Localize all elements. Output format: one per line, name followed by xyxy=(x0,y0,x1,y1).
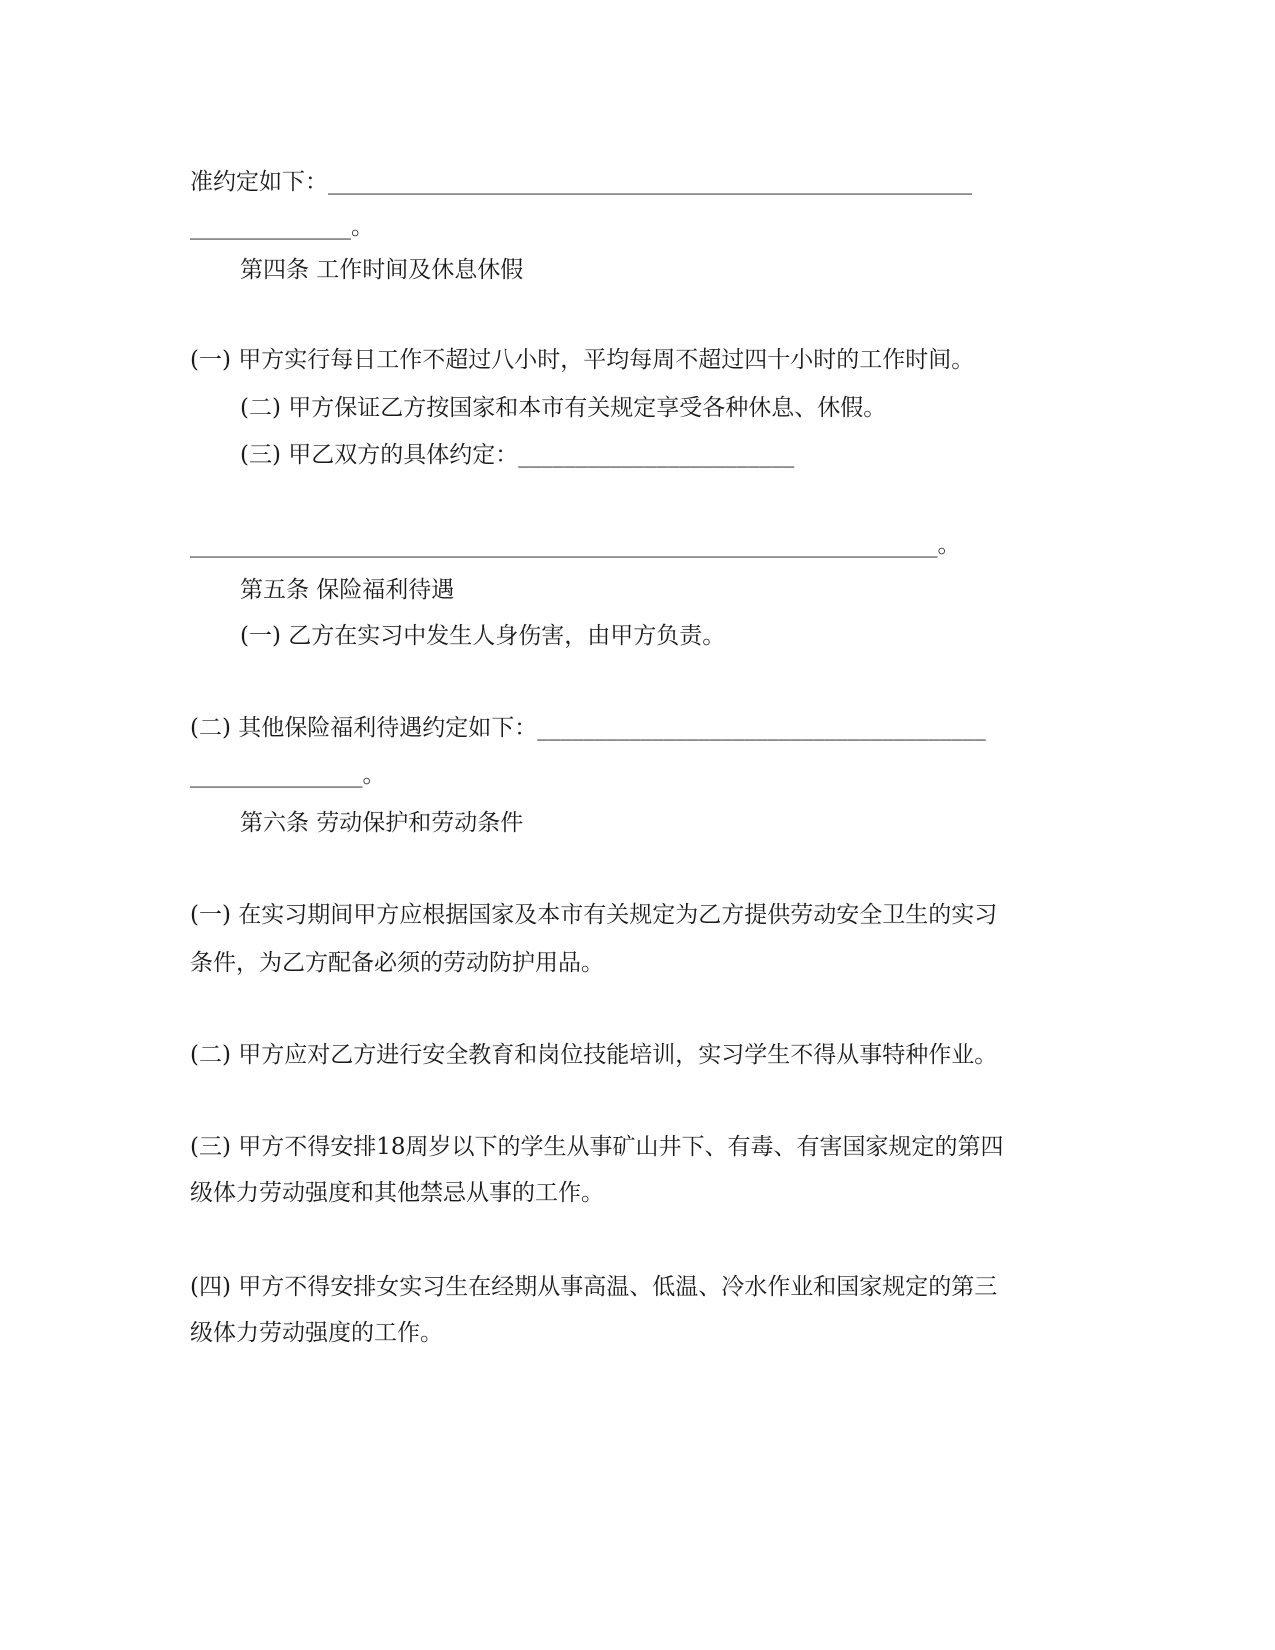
text-line: (一) 乙方在实习中发生人身伤害，由甲方负责。 xyxy=(240,623,726,649)
text-line: (一) 甲方实行每日工作不超过八小时，平均每周不超过四十小时的工作时间。 xyxy=(190,347,975,373)
text-line: ______________。 xyxy=(190,214,374,240)
text-line: _______________。 xyxy=(190,762,386,788)
section-heading: 第六条 劳动保护和劳动条件 xyxy=(240,810,524,836)
section-heading: 第四条 工作时间及休息休假 xyxy=(240,257,524,283)
text-line: 准约定如下：________________________________________________________ xyxy=(190,169,972,195)
text-line: _________________________________________________________________。 xyxy=(190,532,961,558)
text-line: 级体力劳动强度和其他禁忌从事的工作。 xyxy=(190,1180,604,1206)
text-line: (三) 甲乙双方的具体约定：________________________ xyxy=(240,442,795,468)
text-line: (一) 在实习期间甲方应根据国家及本市有关规定为乙方提供劳动安全卫生的实习 xyxy=(190,902,998,928)
text-line: (二) 甲方应对乙方进行安全教育和岗位技能培训，实习学生不得从事特种作业。 xyxy=(190,1042,998,1068)
text-line: (二) 甲方保证乙方按国家和本市有关规定享受各种休息、休假。 xyxy=(240,395,887,421)
section-heading: 第五条 保险福利待遇 xyxy=(240,577,455,603)
text-line: (二) 其他保险福利待遇约定如下：_______________________________________ xyxy=(190,715,986,741)
text-line: 级体力劳动强度的工作。 xyxy=(190,1320,443,1346)
text-line: (三) 甲方不得安排18周岁以下的学生从事矿山井下、有毒、有害国家规定的第四 xyxy=(190,1134,1004,1160)
text-line: (四) 甲方不得安排女实习生在经期从事高温、低温、冷水作业和国家规定的第三 xyxy=(190,1274,998,1300)
text-line: 条件，为乙方配备必须的劳动防护用品。 xyxy=(190,950,604,976)
